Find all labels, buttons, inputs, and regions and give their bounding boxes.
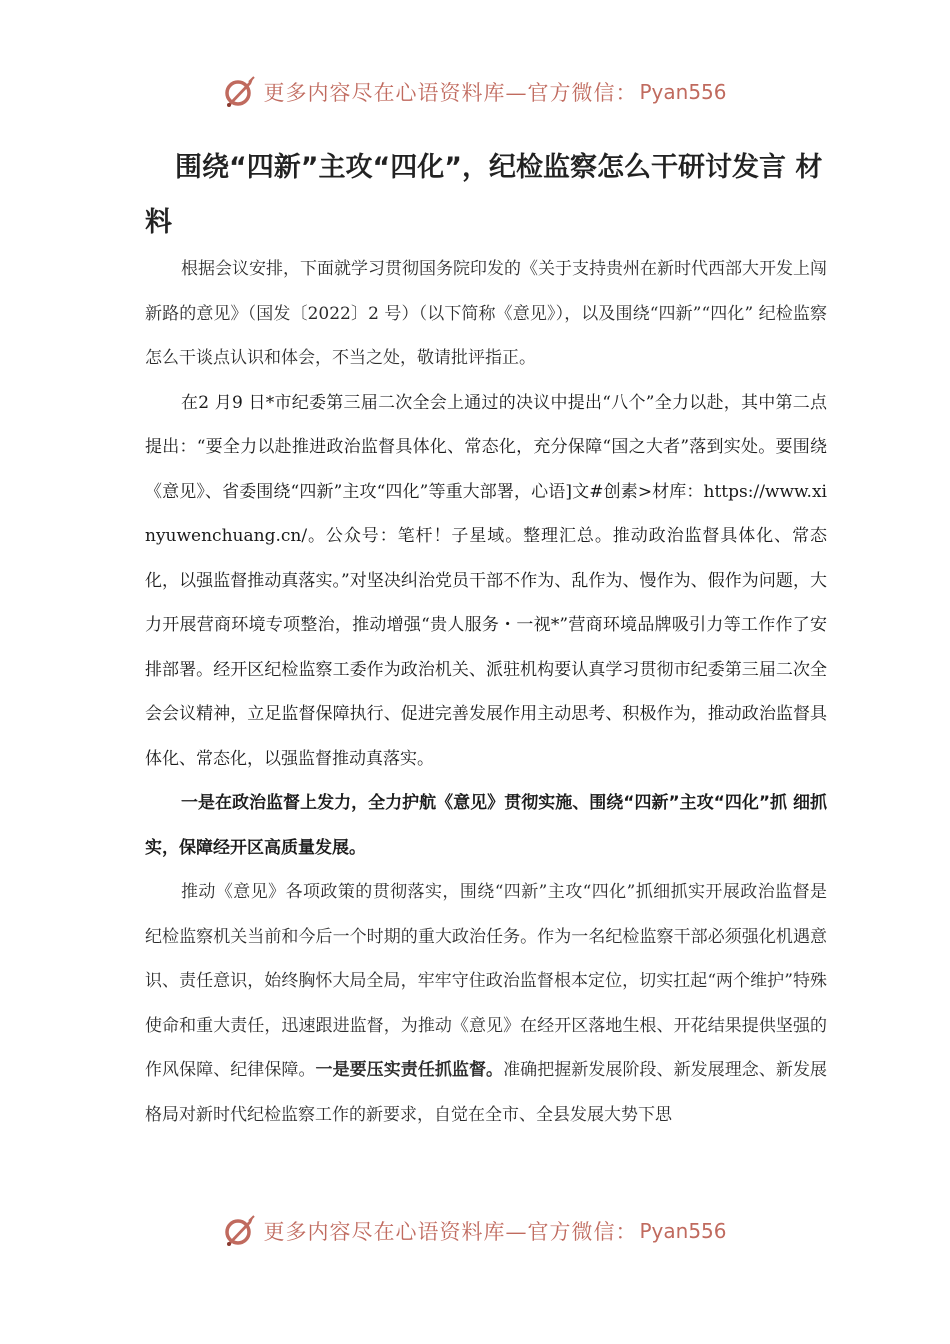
section-heading-political-supervision: 一是在政治监督上发力，全力护航《意见》贯彻实施、围绕“四新”主攻“四化”抓 细抓实，保障经开区高质量发展。	[145, 793, 827, 858]
paragraph-implementation-text: 推动《意见》各项政策的贯彻落实，围绕“四新”主攻“四化”抓细抓实开展政治监督是纪检监察机关当前和今后一个时期的重大政治任务。作为一名纪检监察干部必须强化机遇意识、责任意识，始终胸怀大局全局，牢牢守住政治监督根本定位，切实扛起“两个维护”特殊使命和重大责任，迅速跟进监督，为推动《意见》在经开区落地生根、开花结果提供坚强的作风保障、纪律保障。	[145, 882, 827, 1080]
footer-banner	[0, 1209, 950, 1253]
document-body	[145, 247, 827, 1137]
paragraph-implementation	[145, 870, 827, 1137]
paragraph-resolution: 在2 月9 日*市纪委第三届二次全会上通过的决议中提出“八个”全力以赴，其中第二点提出：“要全力以赴推进政治监督具体化、常态化，充分保障“国之大者”落到实处。要围绕《意见》、省委围绕“四新”主攻“四化”等重大部署，心语]文#创素>材库：https://www.xinyuwenchuang.cn/。公众号：笔杆！子星域。整理汇总。推动政治监督具体化、常态化，以强监督推动真落实。”对坚决纠治党员干部不作为、乱作为、慢作为、假作为问题，大力开展营商环境专项整治，推动增强“贵人服务・一视*”营商环境品牌吸引力等工作作了安排部署。经开区纪检监察工委作为政治机关、派驻机构要认真学习贯彻市纪委第三届二次全会会议精神，立足监督保障执行、促进完善发展作用主动思考、积极作为，推动政治监督具体化、常态化，以强监督推动真落实。	[145, 392, 827, 769]
pen-logo-icon	[223, 75, 257, 109]
banner-wechat-handle: Pyan556	[639, 1219, 727, 1243]
inline-emphasis-responsibility: 一是要压实责任抓监督。	[315, 1060, 504, 1080]
paragraph-implementation-continued: 准确把握新发展阶段、新发展理念、新发展格局对新时代纪检监察工作的新要求，自觉在全市、全县发展大势下思	[145, 1060, 828, 1125]
banner-wechat-handle: Pyan556	[639, 80, 727, 104]
pen-logo-icon	[223, 1214, 257, 1248]
banner-text: 更多内容尽在心语资料库—官方微信：	[263, 81, 638, 105]
document-title: 围绕“四新”主攻“四化”，纪检监察怎么干研讨发言 材料	[145, 152, 823, 238]
banner-text: 更多内容尽在心语资料库—官方微信：	[263, 1220, 638, 1244]
paragraph-intro: 根据会议安排，下面就学习贯彻国务院印发的《关于支持贵州在新时代西部大开发上闯新路的意见》（国发〔2022〕2 号）（以下简称《意见》），以及围绕“四新”“四化” 纪检监察怎么干谈点认识和体会，不当之处，敬请批评指正。	[145, 259, 827, 368]
header-banner	[0, 70, 950, 114]
